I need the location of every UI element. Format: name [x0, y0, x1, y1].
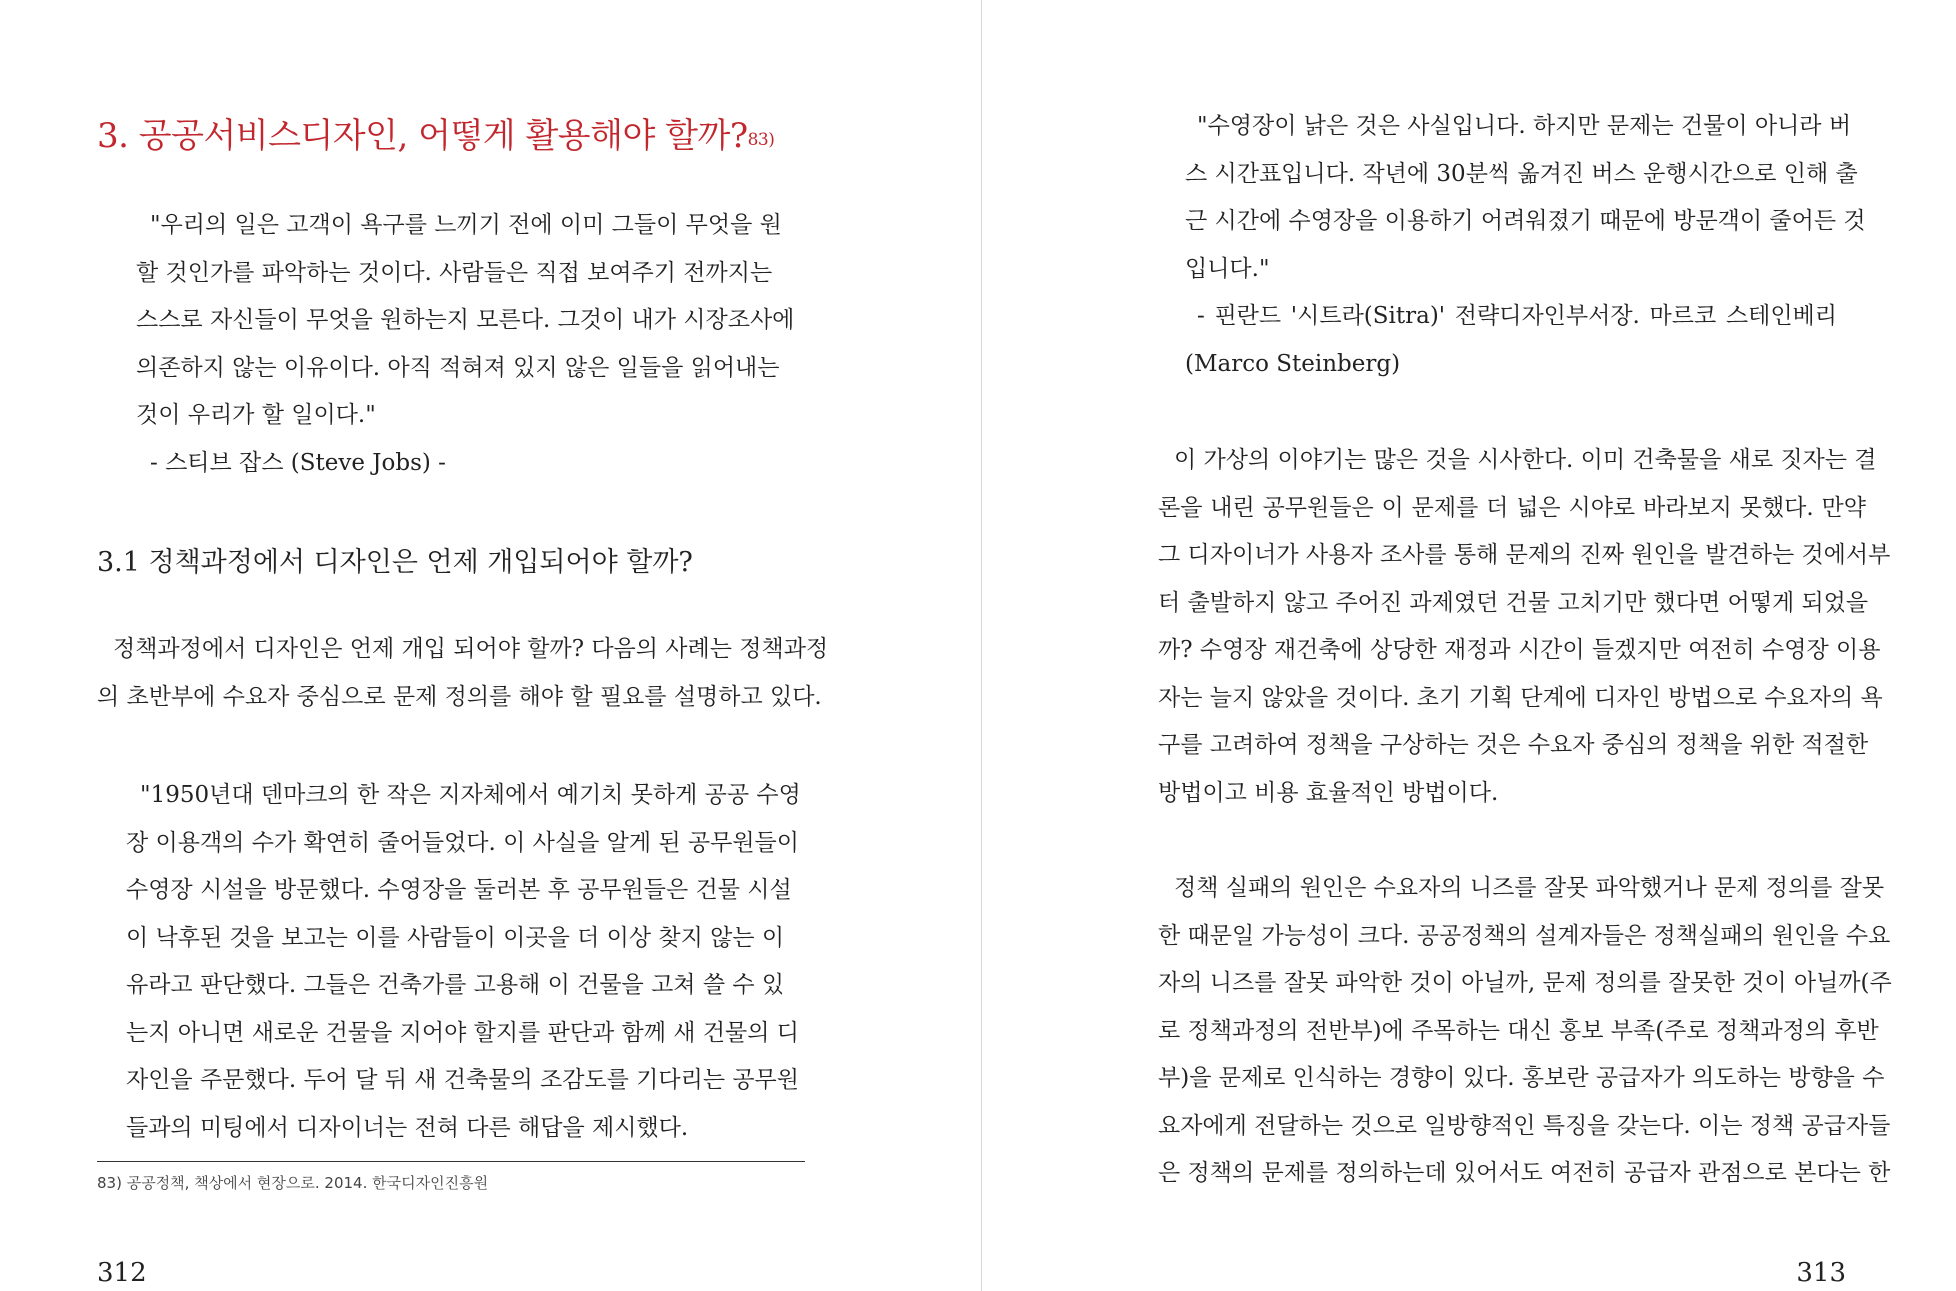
quote-line: 것이 우리가 할 일이다."	[136, 402, 376, 428]
quote-line: "우리의 일은 고객이 욕구를 느끼기 전에 이미 그들이 무엇을 원	[150, 212, 782, 238]
footnote-divider	[97, 1161, 805, 1162]
text-line: 로 정책과정의 전반부)에 주목하는 대신 홍보 부족(주로 정책과정의 후반	[1158, 1017, 1879, 1044]
intro-paragraph	[97, 626, 829, 721]
text-line: 의 초반부에 수요자 중심으로 문제 정의를 해야 할 필요를 설명하고 있다.	[97, 683, 822, 710]
page-number: 312	[97, 1258, 147, 1288]
text-line: 그 디자이너가 사용자 조사를 통해 문제의 진짜 원인을 발견하는 것에서부	[1158, 542, 1891, 568]
text-line: 까? 수영장 재건축에 상당한 재정과 시간이 들겠지만 여전히 수영장 이용	[1158, 637, 1881, 663]
right-page	[978, 0, 1956, 1291]
quote-attribution: - 스티브 잡스 (Steve Jobs) -	[150, 449, 446, 476]
quote-line: 스스로 자신들이 무엇을 원하는지 모른다. 그것이 내가 시장조사에	[136, 307, 795, 333]
text-line: 요자에게 전달하는 것으로 일방향적인 특징을 갖는다. 이는 정책 공급자들	[1158, 1112, 1891, 1139]
footnote-ref[interactable]: 83)	[747, 130, 775, 150]
text-line: 자인을 주문했다. 두어 달 뒤 새 건축물의 조감도를 기다리는 공무원	[126, 1067, 799, 1093]
quote-line: 의존하지 않는 이유이다. 아직 적혀져 있지 않은 일들을 읽어내는	[136, 354, 780, 381]
quote-line: 근 시간에 수영장을 이용하기 어려워졌기 때문에 방문객이 줄어든 것	[1185, 208, 1866, 234]
text-line: 들과의 미팅에서 디자이너는 전혀 다른 해답을 제시했다.	[126, 1114, 689, 1141]
quote-line: "수영장이 낡은 것은 사실입니다. 하지만 문제는 건물이 아니라 버	[1197, 113, 1852, 139]
quote-line: 스 시간표입니다. 작년에 30분씩 옮겨진 버스 운행시간으로 인해 출	[1185, 160, 1858, 187]
text-line: 은 정책의 문제를 정의하는데 있어서도 여전히 공급자 관점으로 본다는 한	[1158, 1160, 1891, 1186]
footnote: 83) 공공정책, 책상에서 현장으로. 2014. 한국디자인진흥원	[97, 1174, 489, 1192]
quote-attribution: (Marco Steinberg)	[1185, 350, 1401, 377]
quote-line: 할 것인가를 파악하는 것이다. 사람들은 직접 보여주기 전까지는	[136, 259, 773, 286]
quote-line: 입니다."	[1185, 255, 1270, 282]
text-line: 부)을 문제로 인식하는 경향이 있다. 홍보란 공급자가 의도하는 방향을 수	[1158, 1065, 1885, 1091]
text-line: 터 출발하지 않고 주어진 과제였던 건물 고치기만 했다면 어떻게 되었을	[1158, 589, 1869, 616]
text-line: 자의 니즈를 잘못 파악한 것이 아닐까, 문제 정의를 잘못한 것이 아닐까(주	[1158, 970, 1892, 996]
body-paragraph-1	[1158, 437, 1891, 817]
text-line: 구를 고려하여 정책을 구상하는 것은 수요자 중심의 정책을 위한 적절한	[1158, 732, 1869, 758]
text-line: 방법이고 비용 효율적인 방법이다.	[1158, 779, 1499, 806]
text-line: 론을 내린 공무원들은 이 문제를 더 넓은 시야로 바라보지 못했다. 만약	[1158, 494, 1866, 521]
designer-quote	[1185, 103, 1866, 388]
section-heading: 3.1 정책과정에서 디자인은 언제 개입되어야 할까?	[97, 547, 693, 578]
text-line: 자는 늘지 않았을 것이다. 초기 기획 단계에 디자인 방법으로 수요자의 욕	[1158, 684, 1883, 711]
text-line: 정책 실패의 원인은 수요자의 니즈를 잘못 파악했거나 문제 정의를 잘못	[1174, 875, 1885, 901]
text-line: 이 낙후된 것을 보고는 이를 사람들이 이곳을 더 이상 찾지 않는 이	[126, 924, 785, 951]
chapter-heading: 3. 공공서비스디자인, 어떻게 활용해야 할까?$^{83)}$	[97, 116, 775, 156]
text-line: 는지 아니면 새로운 건물을 지어야 할지를 판단과 함께 새 건물의 디	[126, 1019, 799, 1046]
body-paragraph-2	[1158, 865, 1892, 1198]
case-quote	[126, 772, 801, 1152]
quote-attribution: - 핀란드 '시트라(Sitra)' 전략디자인부서장. 마르코 스테인베리	[1197, 303, 1837, 329]
text-line: 장 이용객의 수가 확연히 줄어들었다. 이 사실을 알게 된 공무원들이	[126, 829, 799, 856]
page-number: 313	[1796, 1258, 1846, 1288]
text-line: 수영장 시설을 방문했다. 수영장을 둘러본 후 공무원들은 건물 시설	[126, 877, 792, 903]
jobs-quote	[136, 202, 795, 487]
text-line: 정책과정에서 디자인은 언제 개입 되어야 할까? 다음의 사례는 정책과정	[113, 636, 829, 662]
text-line: "1950년대 덴마크의 한 작은 지자체에서 예기치 못하게 공공 수영	[140, 782, 801, 808]
text-line: 한 때문일 가능성이 크다. 공공정책의 설계자들은 정책실패의 원인을 수요	[1158, 922, 1891, 949]
text-line: 유라고 판단했다. 그들은 건축가를 고용해 이 건물을 고쳐 쓸 수 있	[126, 972, 785, 998]
text-line: 이 가상의 이야기는 많은 것을 시사한다. 이미 건축물을 새로 짓자는 결	[1174, 447, 1877, 473]
